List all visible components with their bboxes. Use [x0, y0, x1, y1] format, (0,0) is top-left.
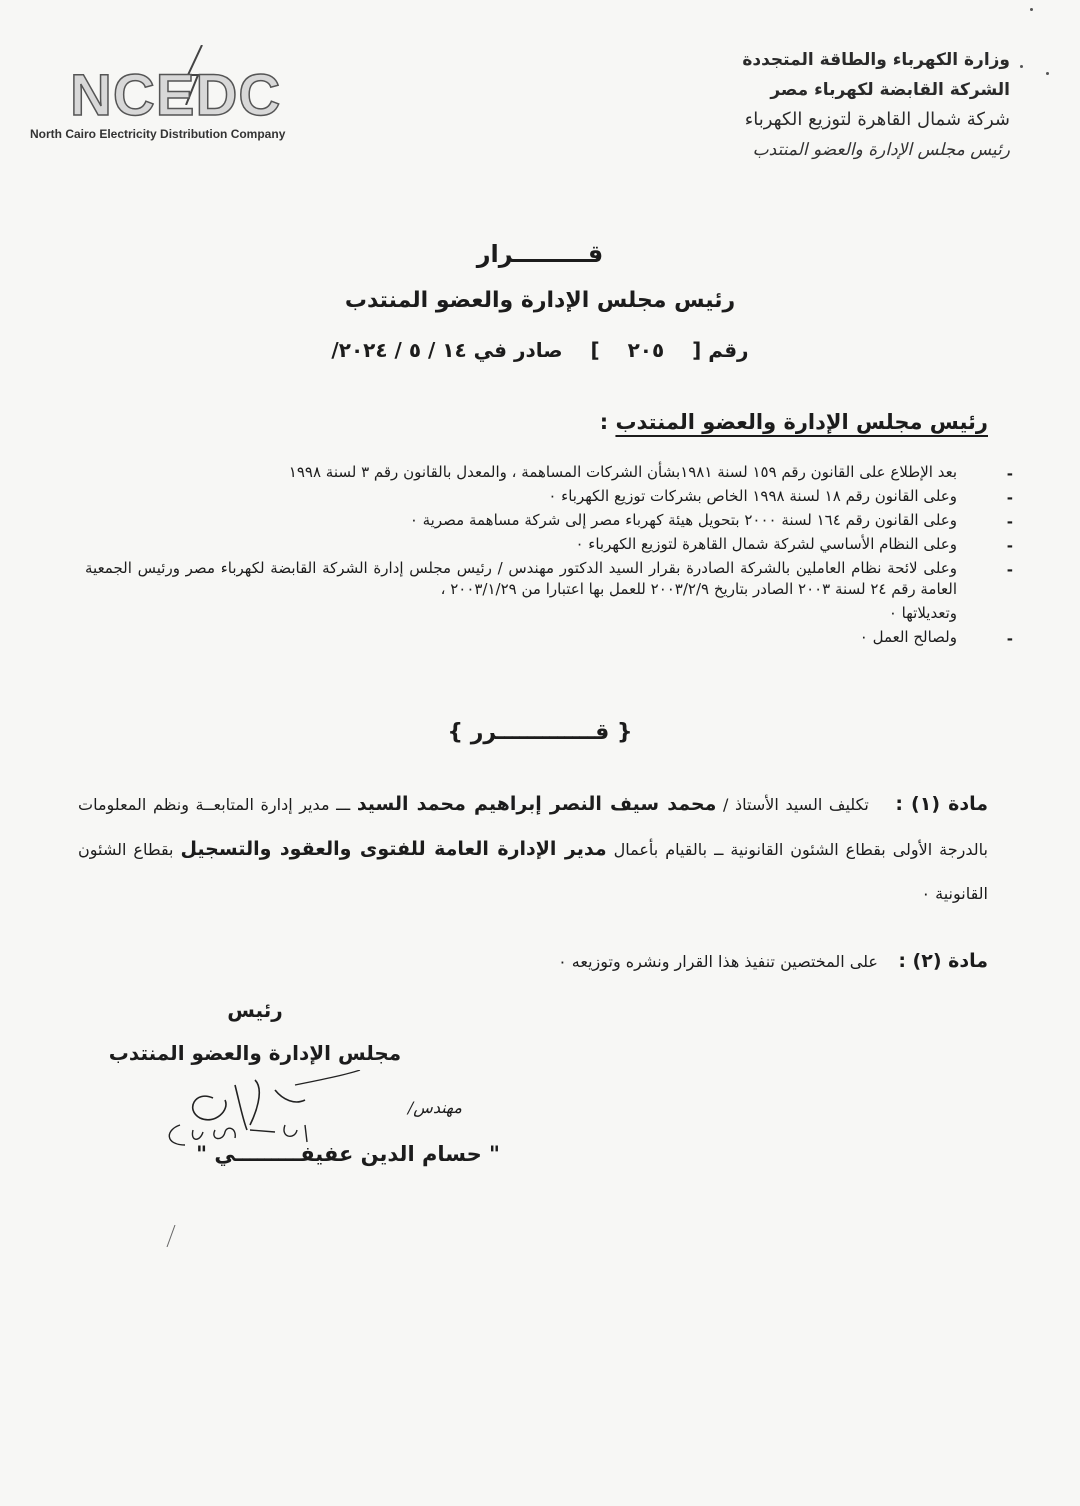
list-item: - وعلى القانون رقم ١٦٤ لسنة ٢٠٠٠ بتحويل هيئة كهرباء مصر إلى شركة مساهمة مصرية ٠: [85, 510, 985, 531]
scan-speck: [1046, 72, 1049, 75]
heading-colon: :: [599, 410, 609, 434]
article-2: [78, 950, 988, 972]
issued-label: صادر في: [473, 338, 563, 362]
list-item: - ولصالح العمل ٠: [85, 627, 985, 648]
signature-block: [90, 990, 420, 1070]
company-name: شركة شمال القاهرة لتوزيع الكهرباء: [744, 109, 1010, 130]
decision-heading: { قـــــــــــــرر }: [447, 720, 633, 745]
scan-speck: [1030, 8, 1033, 11]
article-1: [78, 782, 988, 916]
heading-text: رئيس مجلس الإدارة والعضو المنتدب: [615, 410, 988, 434]
logo-mark: NCEDC: [70, 63, 282, 128]
letterhead: [680, 45, 1010, 165]
signatory-name: " حسام الدين عفيفـــــــــي ": [196, 1142, 500, 1166]
list-item: - وعلى النظام الأساسي لشركة شمال القاهرة لتوزيع الكهرباء ٠: [85, 534, 985, 555]
document-issuer: رئيس مجلس الإدارة والعضو المنتدب: [344, 288, 736, 313]
list-item: - بعد الإطلاع على القانون رقم ١٥٩ لسنة ١٩٨١بشأن الشركات المساهمة ، والمعدل بالقانون رقم ٣ لسنة ١٩٩٨: [85, 462, 985, 483]
issue-year: ٢٠٢٤/: [331, 338, 388, 362]
article-2-label: مادة (٢) :: [898, 950, 988, 972]
article-2-text: على المختصين تنفيذ هذا القرار ونشره وتوزيعه ٠: [558, 952, 878, 971]
list-item: - وعلى القانون رقم ١٨ لسنة ١٩٩٨ الخاص بشركات توزيع الكهرباء ٠: [85, 486, 985, 507]
article-1-text-c: بقطاع الشئون القانونية ٠: [78, 840, 988, 903]
article-1-text-b: ـــ مدير إدارة المتابعــة ونظم المعلومات بالدرجة الأولى بقطاع الشئون القانونية ــ بالقيام بأعمال: [78, 795, 988, 859]
logo-subtitle: North Cairo Electricity Distribution Company: [30, 127, 286, 141]
list-item: - وعلى لائحة نظام العاملين بالشركة الصادرة بقرار السيد الدكتور مهندس / رئيس مجلس إدارة الشركة القابضة لكهرباء مصر ورئيس الجمعية العامة رقم ٢٤ لسنة ٢٠٠٣ الصادر بتاريخ ٢٠٠٣/٢/٩ للعمل بها اعتبارا من ٢٠٠٣/١/٢٩ ،: [85, 558, 985, 600]
article-1-text-a: تكليف السيد الأستاذ /: [723, 795, 869, 814]
signatory-title: رئيس: [227, 998, 283, 1022]
decision-number-line: رقم [ ٢٠٥ ] صادر في ١٤ / ٥ / ٢٠٢٤/: [331, 338, 749, 362]
section-heading: [600, 410, 988, 434]
issue-month: ٥: [408, 338, 422, 362]
assigned-position: مدير الإدارة العامة للفتوى والعقود والتسجيل: [180, 838, 607, 860]
office-name: رئيس مجلس الإدارة والعضو المنتدب: [752, 140, 1010, 160]
scan-speck: [1020, 65, 1023, 68]
document-title: قـــــــــرار: [476, 240, 604, 268]
decision-number: ٢٠٥: [627, 338, 665, 362]
holding-company-name: الشركة القابضة لكهرباء مصر: [770, 80, 1010, 100]
ministry-name: وزارة الكهرباء والطاقة المتجددة: [742, 50, 1010, 70]
signatory-office: مجلس الإدارة والعضو المنتدب: [108, 1041, 402, 1065]
scan-mark: [165, 1225, 177, 1247]
article-1-label: مادة (١) :: [895, 793, 989, 815]
assignee-name: محمد سيف النصر إبراهيم محمد السيد: [356, 793, 717, 815]
number-close: ]: [590, 338, 600, 362]
list-item: وتعديلاتها ٠: [888, 604, 957, 622]
company-logo: [30, 45, 320, 155]
engineer-prefix: مهندس/: [407, 1098, 462, 1117]
number-label: رقم [: [692, 338, 749, 362]
issue-day: ١٤: [442, 338, 467, 362]
considerations-list: [85, 462, 985, 651]
